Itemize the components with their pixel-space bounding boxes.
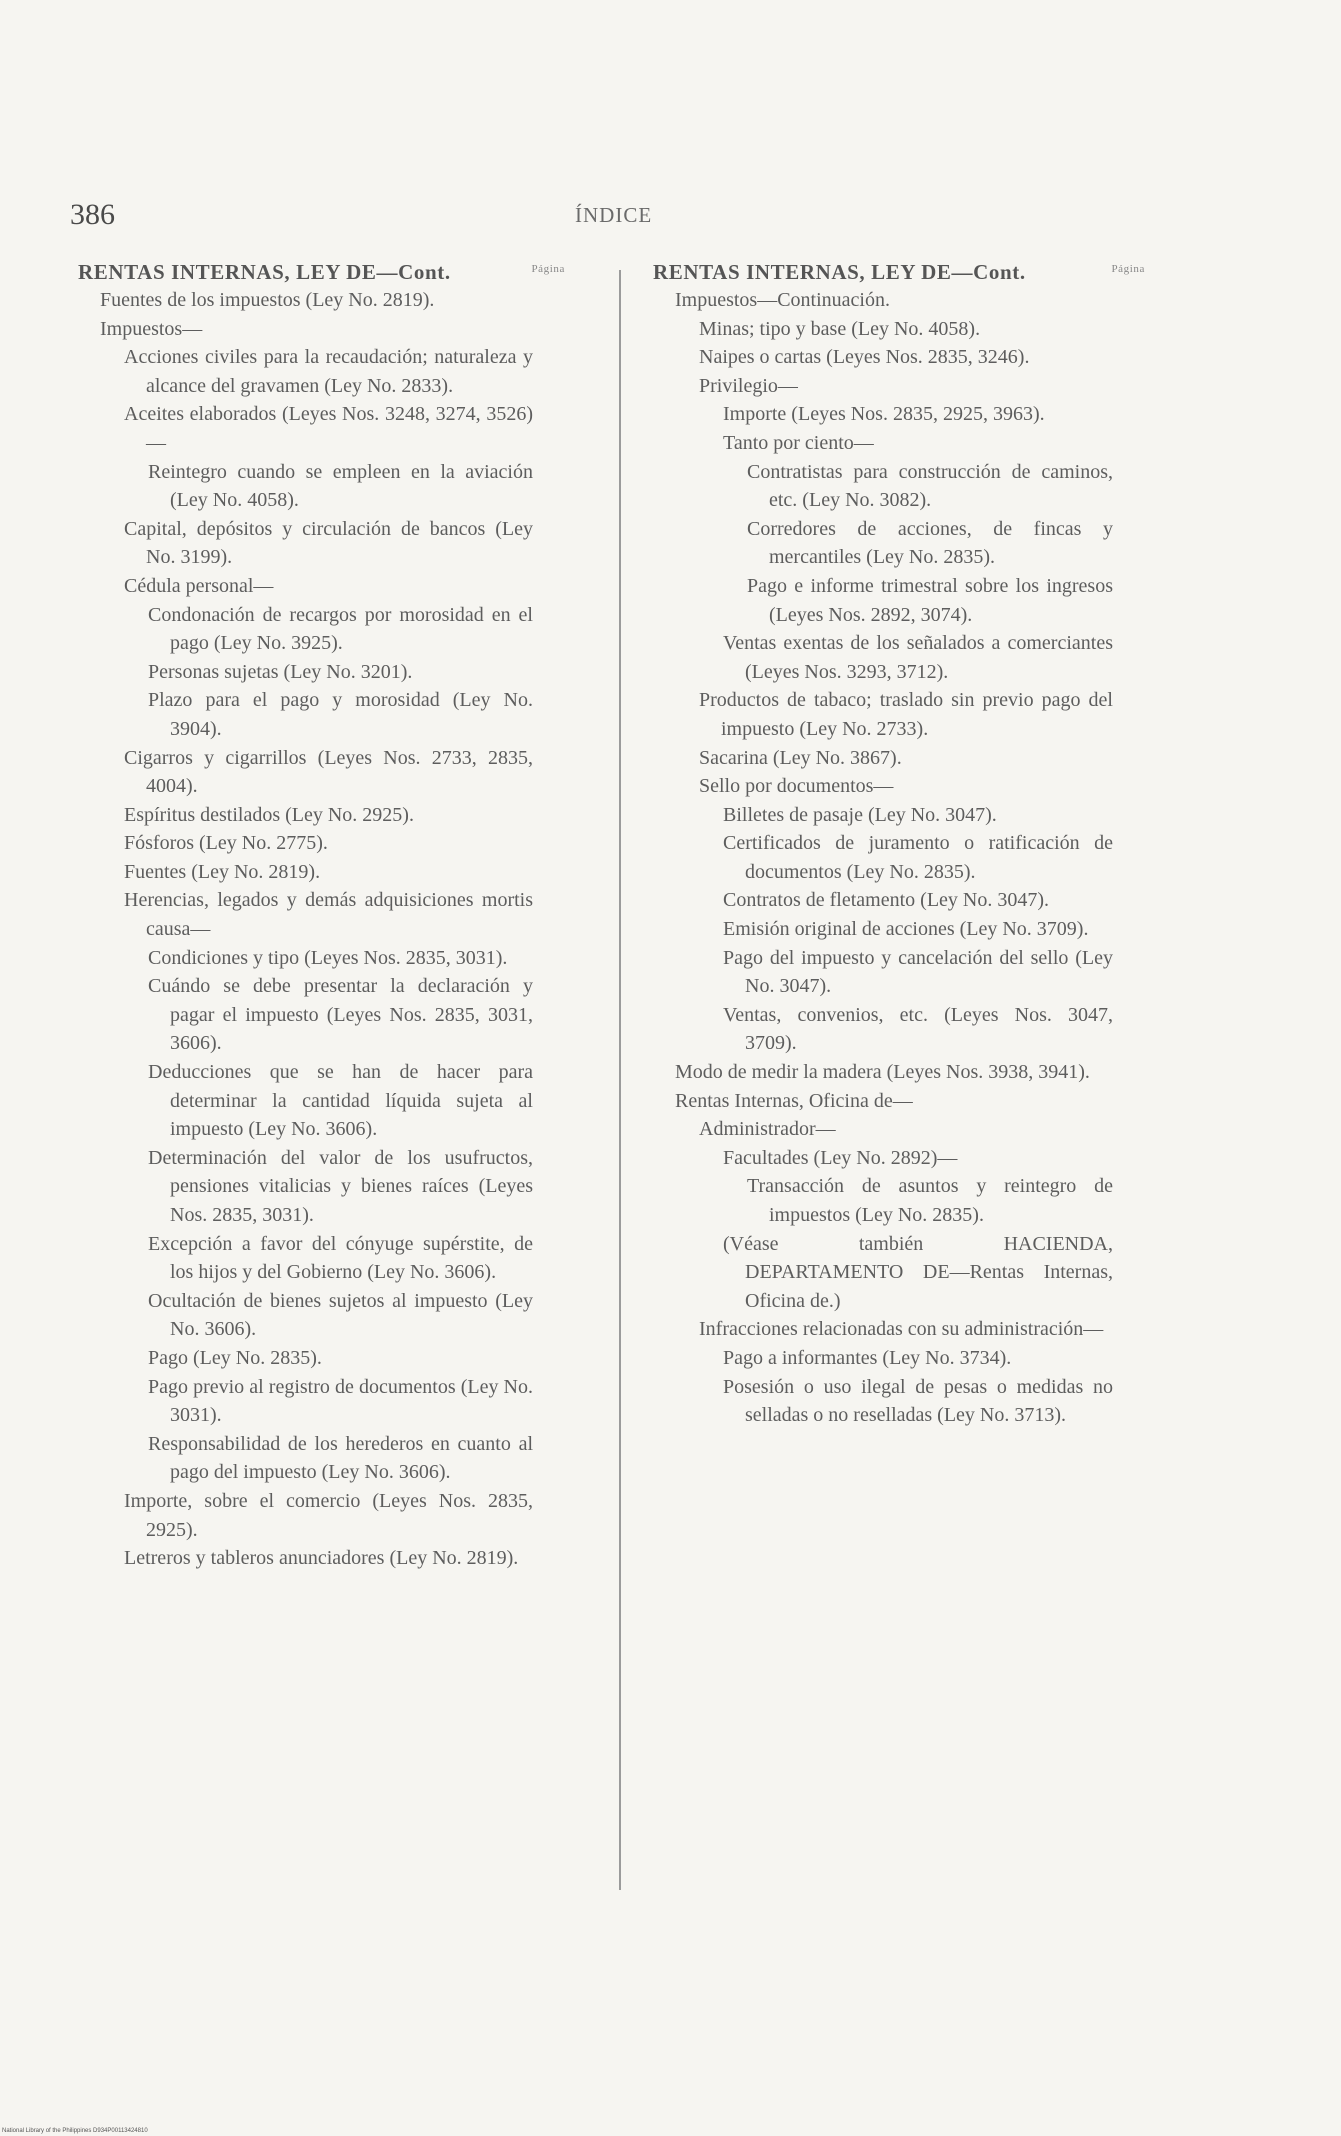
index-entry: Excepción a favor del cónyuge supérstite, de los hijos y del Gobierno (Ley No. 3606). [148, 1232, 533, 1284]
index-entry: Sacarina (Ley No. 3867). [699, 746, 902, 769]
running-head: ÍNDICE [575, 203, 653, 227]
index-entry: (Véase también HACIENDA, DEPARTAMENTO DE—Rentas Internas, Oficina de.) [723, 1232, 1113, 1312]
index-entry: Pago e informe trimestral sobre los ingresos (Leyes Nos. 2892, 3074). [747, 574, 1113, 626]
index-entry: Emisión original de acciones (Ley No. 3709). [723, 918, 1089, 941]
index-entry: Impuestos— [100, 317, 203, 340]
index-entry: Reintegro cuando se empleen en la aviación (Ley No. 4058). [148, 460, 533, 512]
column-divider [619, 270, 621, 1890]
index-entry: Responsabilidad de los herederos en cuanto al pago del impuesto (Ley No. 3606). [148, 1432, 533, 1484]
index-entry: Administrador— [699, 1118, 836, 1141]
index-entry: Naipes o cartas (Leyes Nos. 2835, 3246). [699, 346, 1030, 369]
index-entry: Impuestos—Continuación. [675, 289, 890, 311]
index-entry: Ocultación de bienes sujetos al impuesto (Ley No. 3606). [148, 1289, 533, 1341]
index-entry: Productos de tabaco; traslado sin previo pago del impuesto (Ley No. 2733). [699, 689, 1113, 740]
index-entry: Fuentes (Ley No. 2819). [124, 860, 321, 883]
index-entry: Pago previo al registro de documentos (Ley No. 3031). [148, 1375, 533, 1427]
index-entry: Espíritus destilados (Ley No. 2925). [124, 803, 414, 826]
index-entry: Cigarros y cigarrillos (Leyes Nos. 2733, 2835, 4004). [124, 746, 533, 798]
index-entry: Modo de medir la madera (Leyes Nos. 3938, 3941). [675, 1061, 1090, 1084]
index-entry: Infracciones relacionadas con su administración— [699, 1318, 1104, 1341]
index-entry: Contratistas para construcción de caminos, etc. (Ley No. 3082). [747, 460, 1113, 512]
index-entry: Pago a informantes (Ley No. 3734). [723, 1346, 1012, 1369]
index-entry: Ventas, convenios, etc. (Leyes Nos. 3047, 3709). [723, 1003, 1113, 1055]
index-entry: Contratos de fletamento (Ley No. 3047). [723, 889, 1050, 912]
index-entry: Personas sujetas (Ley No. 3201). [148, 660, 413, 683]
footer-credit: National Library of the Philippines D934P00113424810 [2, 2128, 148, 2134]
index-entry: Sello por documentos— [699, 775, 894, 798]
index-entry: Cédula personal— [124, 574, 274, 597]
index-entry: Capital, depósitos y circulación de bancos (Ley No. 3199). [124, 517, 533, 569]
left-pagina-label: Página [531, 263, 565, 275]
right-entries [653, 286, 1113, 1430]
index-entry: Letreros y tableros anunciadores (Ley No. 2819). [124, 1547, 519, 1570]
index-entry: Acciones civiles para la recaudación; naturaleza y alcance del gravamen (Ley No. 2833). [124, 346, 533, 397]
index-entry: Rentas Internas, Oficina de— [675, 1089, 913, 1112]
right-column-heading [653, 258, 1145, 286]
right-pagina-label: Página [1111, 263, 1145, 275]
left-column-heading [78, 258, 565, 286]
index-entry: Minas; tipo y base (Ley No. 4058). [699, 317, 981, 340]
index-entry: Transacción de asuntos y reintegro de impuestos (Ley No. 2835). [747, 1175, 1113, 1226]
left-entries [78, 286, 533, 1573]
index-entry: Pago (Ley No. 2835). [148, 1346, 322, 1369]
left-heading-text: RENTAS INTERNAS, LEY DE—Cont. [78, 260, 451, 284]
index-entry: Certificados de juramento o ratificación de documentos (Ley No. 2835). [723, 832, 1113, 883]
index-entry: Plazo para el pago y morosidad (Ley No. 3904). [148, 689, 533, 740]
index-entry: Aceites elaborados (Leyes Nos. 3248, 3274, 3526)— [124, 403, 533, 454]
index-entry: Ventas exentas de los señalados a comerciantes (Leyes Nos. 3293, 3712). [723, 632, 1113, 683]
right-column [653, 258, 1145, 1430]
index-entry: Fuentes de los impuestos (Ley No. 2819). [100, 289, 435, 311]
index-entry: Herencias, legados y demás adquisiciones mortis causa— [124, 889, 533, 941]
index-entry: Condonación de recargos por morosidad en el pago (Ley No. 3925). [148, 603, 533, 655]
index-entry: Facultades (Ley No. 2892)— [723, 1146, 958, 1169]
index-entry: Posesión o uso ilegal de pesas o medidas no selladas o no reselladas (Ley No. 3713). [723, 1375, 1113, 1427]
index-entry: Corredores de acciones, de fincas y mercantiles (Ley No. 2835). [747, 517, 1113, 569]
index-entry: Determinación del valor de los usufructos, pensiones vitalicias y bienes raíces (Leyes Nos. 2835, 3031). [148, 1146, 533, 1226]
index-entry: Condiciones y tipo (Leyes Nos. 2835, 3031). [148, 946, 508, 969]
index-entry: Importe (Leyes Nos. 2835, 2925, 3963). [723, 403, 1045, 426]
index-entry: Tanto por ciento— [723, 431, 874, 454]
index-entry: Fósforos (Ley No. 2775). [124, 832, 328, 855]
page-number: 386 [70, 198, 115, 231]
index-entry: Cuándo se debe presentar la declaración y pagar el impuesto (Leyes Nos. 2835, 3031, 3606). [148, 975, 533, 1055]
right-heading-text: RENTAS INTERNAS, LEY DE—Cont. [653, 260, 1026, 284]
index-entry: Importe, sobre el comercio (Leyes Nos. 2835, 2925). [124, 1489, 533, 1541]
left-column [78, 258, 565, 1573]
index-entry: Privilegio— [699, 374, 798, 397]
index-entry: Pago del impuesto y cancelación del sello (Ley No. 3047). [723, 946, 1113, 998]
index-entry: Deducciones que se han de hacer para determinar la cantidad líquida sujeta al impuesto (Ley No. 3606). [148, 1061, 533, 1141]
index-entry: Billetes de pasaje (Ley No. 3047). [723, 803, 997, 826]
